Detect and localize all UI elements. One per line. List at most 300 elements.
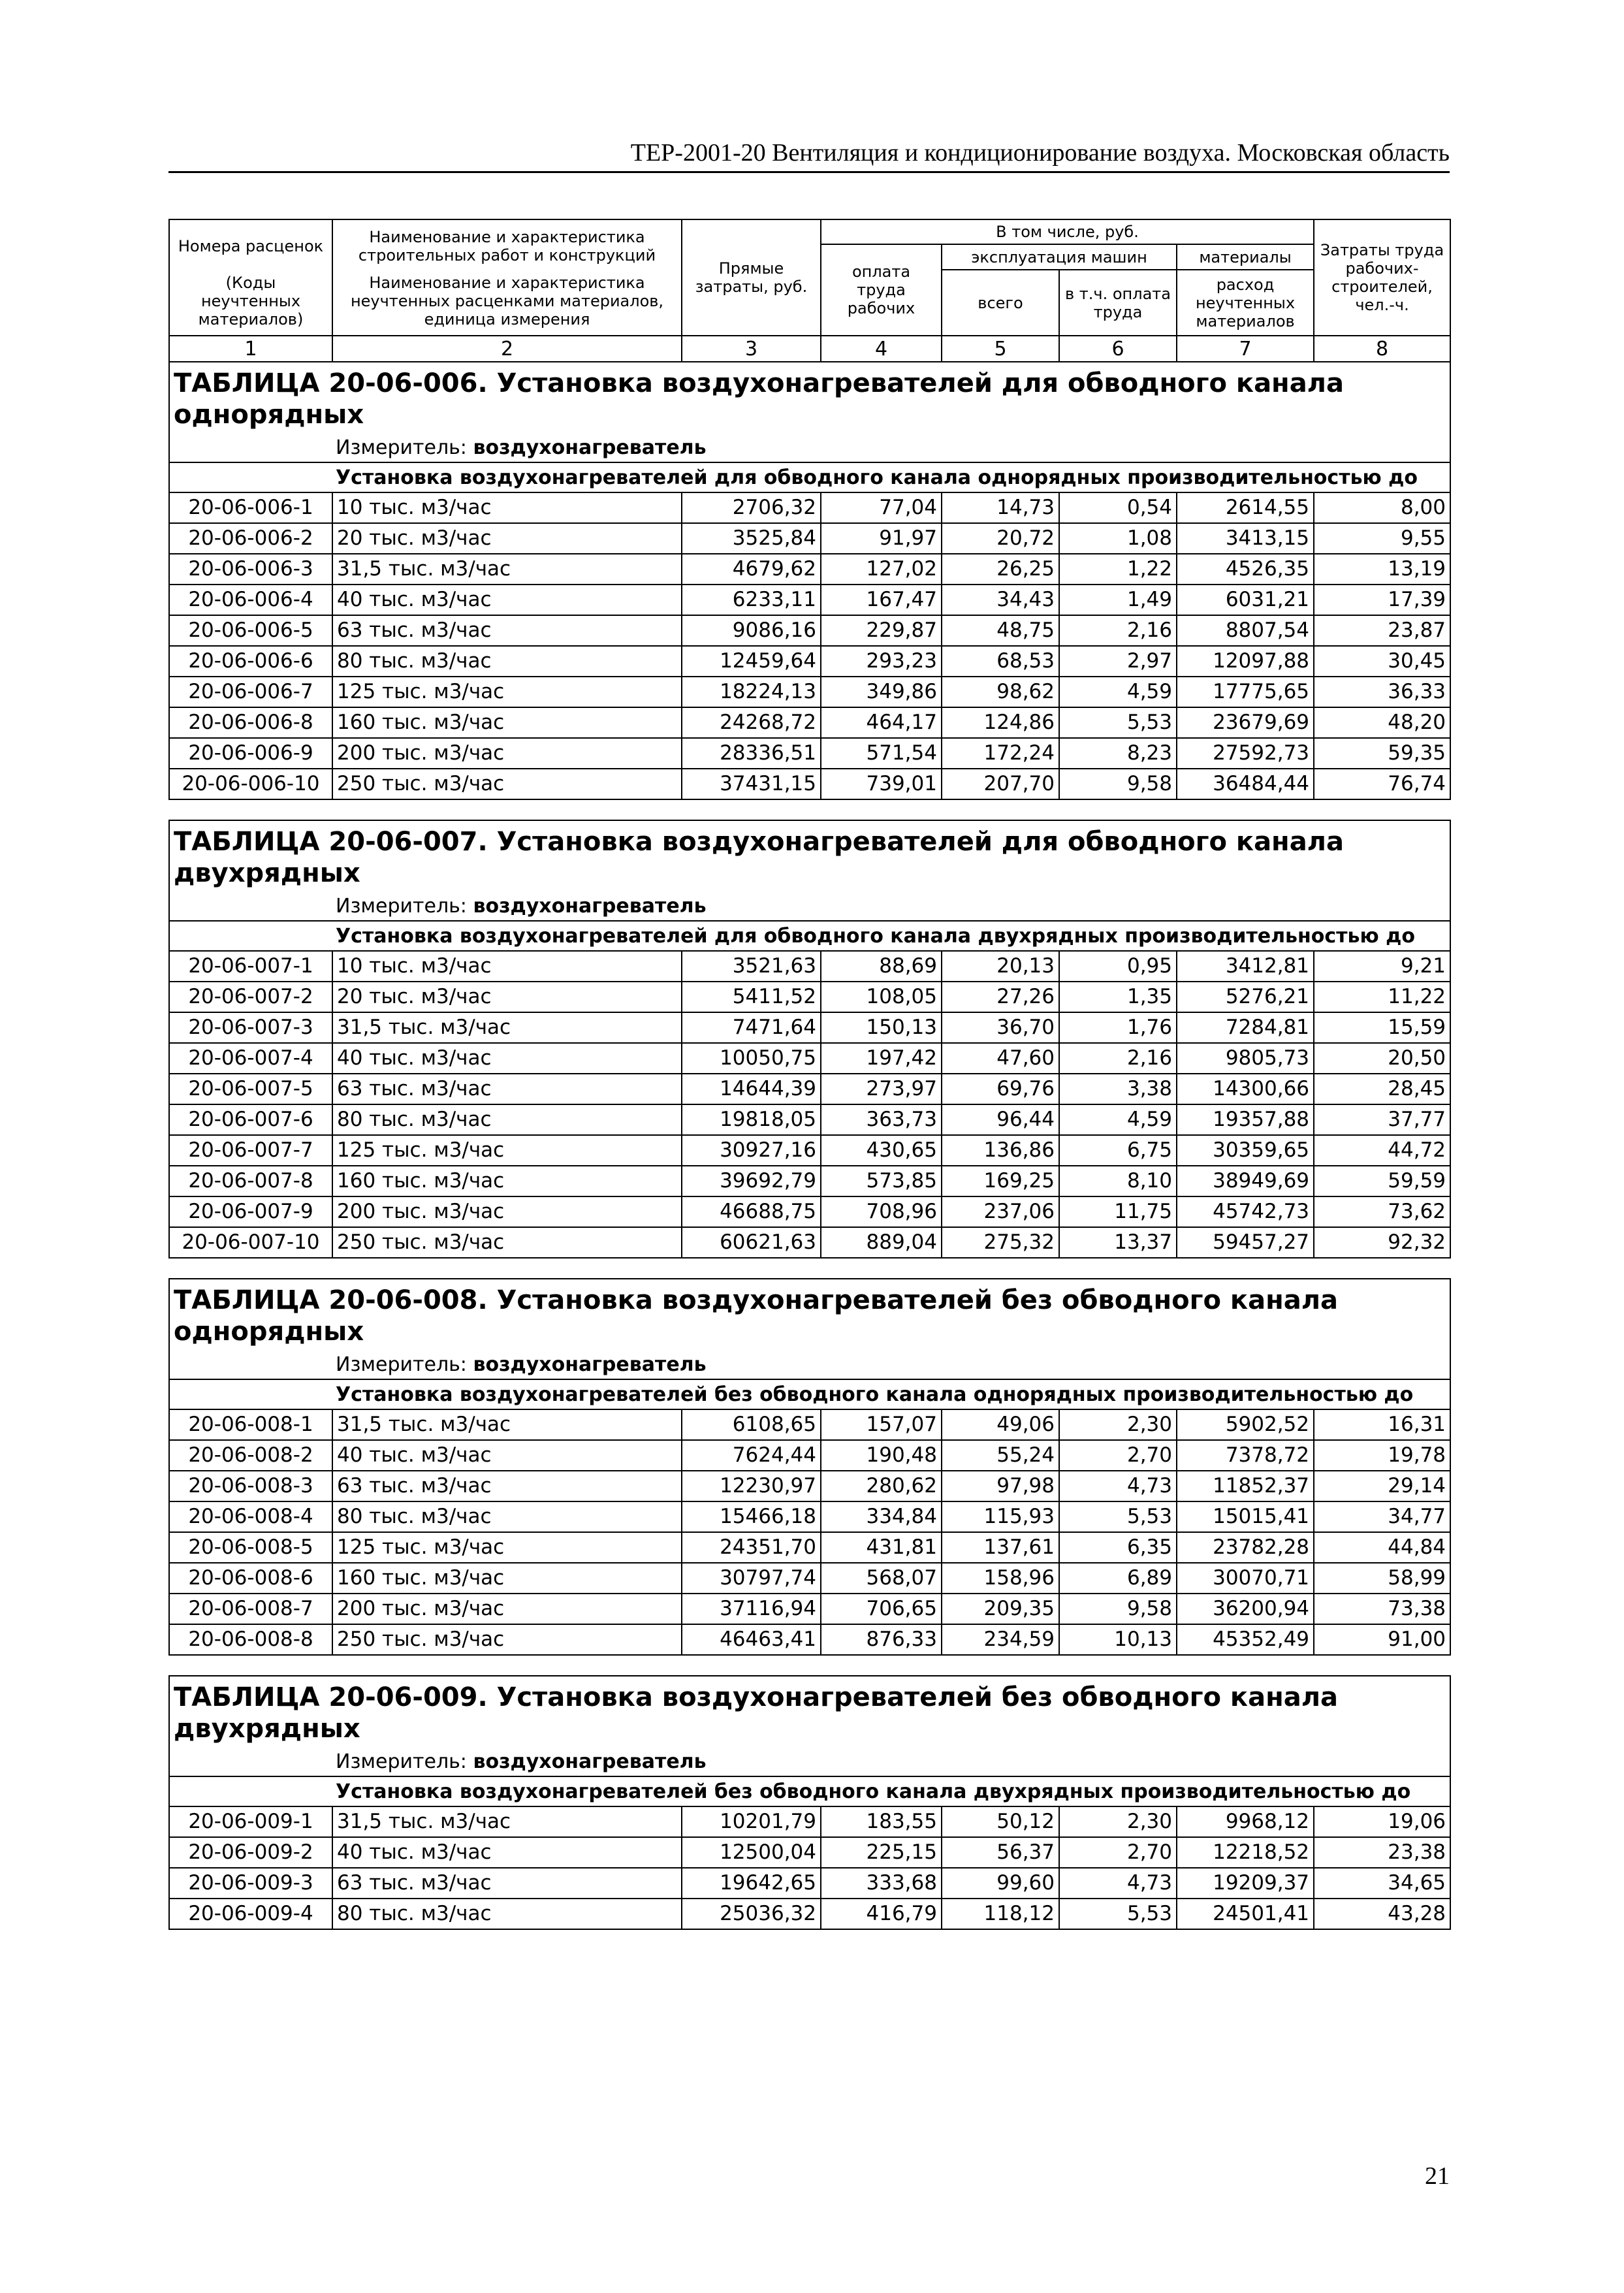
table-row [169,1806,1450,1837]
table-row [169,1074,1450,1104]
value-cell: 137,61 [942,1532,1059,1563]
value-cell: 10,13 [1059,1624,1177,1655]
table-row [169,1594,1450,1624]
measure-value: воздухонагреватель [473,1750,707,1773]
value-cell: 49,06 [942,1409,1059,1440]
description-cell: 40 тыс. м3/час [332,1440,682,1471]
value-cell: 229,87 [821,615,942,646]
value-cell: 34,43 [942,585,1059,615]
value-cell: 15015,41 [1177,1501,1314,1532]
table-row [169,951,1450,982]
measure-label: Измеритель: [336,1353,473,1376]
value-cell: 19818,05 [682,1104,821,1135]
header-including: В том числе, руб. [821,219,1314,244]
header-labor-pay: оплата труда рабочих [821,244,942,336]
table-row [169,738,1450,769]
measure-row [169,1350,1450,1379]
rate-code-cell: 20-06-006-2 [169,523,332,554]
value-cell: 190,48 [821,1440,942,1471]
value-cell: 11852,37 [1177,1471,1314,1501]
value-cell: 9,55 [1314,523,1450,554]
column-number: 7 [1177,336,1314,362]
value-cell: 333,68 [821,1868,942,1899]
value-cell: 416,79 [821,1899,942,1929]
rate-code-cell: 20-06-007-6 [169,1104,332,1135]
value-cell: 99,60 [942,1868,1059,1899]
table-subheader: Установка воздухонагревателей без обводного канала двухрядных производительностью до [169,1776,1450,1806]
description-cell: 40 тыс. м3/час [332,1043,682,1074]
rate-code-cell: 20-06-008-3 [169,1471,332,1501]
description-cell: 63 тыс. м3/час [332,615,682,646]
table-subheader: Установка воздухонагревателей без обводного канала однорядных производительностью до [169,1379,1450,1409]
value-cell: 26,25 [942,554,1059,585]
rate-code-cell: 20-06-009-3 [169,1868,332,1899]
value-cell: 4,73 [1059,1471,1177,1501]
header-machines-total: всего [942,270,1059,336]
value-cell: 19642,65 [682,1868,821,1899]
value-cell: 43,28 [1314,1899,1450,1929]
value-cell: 91,97 [821,523,942,554]
table-row [169,1501,1450,1532]
value-cell: 108,05 [821,982,942,1012]
value-cell: 9,21 [1314,951,1450,982]
value-cell: 12500,04 [682,1837,821,1868]
value-cell: 48,75 [942,615,1059,646]
value-cell: 45742,73 [1177,1196,1314,1227]
rate-code-cell: 20-06-006-7 [169,677,332,707]
value-cell: 15,59 [1314,1012,1450,1043]
value-cell: 96,44 [942,1104,1059,1135]
value-cell: 39692,79 [682,1166,821,1196]
value-cell: 16,31 [1314,1409,1450,1440]
value-cell: 9,58 [1059,769,1177,799]
value-cell: 8,23 [1059,738,1177,769]
value-cell: 0,54 [1059,492,1177,523]
value-cell: 14300,66 [1177,1074,1314,1104]
value-cell: 573,85 [821,1166,942,1196]
value-cell: 8,10 [1059,1166,1177,1196]
value-cell: 44,72 [1314,1135,1450,1166]
rate-code-cell: 20-06-006-8 [169,707,332,738]
value-cell: 3521,63 [682,951,821,982]
rate-code-cell: 20-06-008-8 [169,1624,332,1655]
header-row-1 [169,219,1450,244]
value-cell: 12097,88 [1177,646,1314,677]
value-cell: 209,35 [942,1594,1059,1624]
value-cell: 430,65 [821,1135,942,1166]
table-row [169,1196,1450,1227]
table-title: ТАБЛИЦА 20-06-009. Установка воздухонагревателей без обводного канала двухрядных [169,1676,1450,1747]
value-cell: 5411,52 [682,982,821,1012]
value-cell: 34,65 [1314,1868,1450,1899]
value-cell: 172,24 [942,738,1059,769]
rate-code-cell: 20-06-007-2 [169,982,332,1012]
value-cell: 60621,63 [682,1227,821,1258]
value-cell: 1,08 [1059,523,1177,554]
value-cell: 20,72 [942,523,1059,554]
value-cell: 44,84 [1314,1532,1450,1563]
value-cell: 36,70 [942,1012,1059,1043]
value-cell: 4,59 [1059,1104,1177,1135]
value-cell: 568,07 [821,1563,942,1594]
value-cell: 2,30 [1059,1806,1177,1837]
value-cell: 30927,16 [682,1135,821,1166]
value-cell: 46463,41 [682,1624,821,1655]
subheader-row [169,462,1450,492]
header-work-name: Наименование и характеристика строительных работ и конструкций [332,219,682,270]
value-cell: 127,02 [821,554,942,585]
value-cell: 7471,64 [682,1012,821,1043]
value-cell: 45352,49 [1177,1624,1314,1655]
gap-cell [169,1258,1450,1279]
value-cell: 5276,21 [1177,982,1314,1012]
header-rate-numbers: Номера расценок [169,219,332,270]
value-cell: 167,47 [821,585,942,615]
value-cell: 98,62 [942,677,1059,707]
rate-code-cell: 20-06-007-8 [169,1166,332,1196]
table-title-row [169,1279,1450,1350]
value-cell: 92,32 [1314,1227,1450,1258]
value-cell: 5902,52 [1177,1409,1314,1440]
value-cell: 9,58 [1059,1594,1177,1624]
value-cell: 234,59 [942,1624,1059,1655]
description-cell: 63 тыс. м3/час [332,1868,682,1899]
value-cell: 280,62 [821,1471,942,1501]
value-cell: 46688,75 [682,1196,821,1227]
measure-value: воздухонагреватель [473,1353,707,1376]
description-cell: 20 тыс. м3/час [332,982,682,1012]
value-cell: 48,20 [1314,707,1450,738]
value-cell: 24268,72 [682,707,821,738]
value-cell: 12218,52 [1177,1837,1314,1868]
value-cell: 5,53 [1059,1501,1177,1532]
value-cell: 36484,44 [1177,769,1314,799]
value-cell: 150,13 [821,1012,942,1043]
description-cell: 80 тыс. м3/час [332,1501,682,1532]
value-cell: 708,96 [821,1196,942,1227]
rate-code-cell: 20-06-006-4 [169,585,332,615]
value-cell: 59,59 [1314,1166,1450,1196]
table-row [169,1899,1450,1929]
value-cell: 13,19 [1314,554,1450,585]
rate-code-cell: 20-06-007-1 [169,951,332,982]
value-cell: 876,33 [821,1624,942,1655]
column-number: 8 [1314,336,1450,362]
value-cell: 69,76 [942,1074,1059,1104]
measure-label: Измеритель: [336,1750,473,1773]
value-cell: 30070,71 [1177,1563,1314,1594]
value-cell: 27592,73 [1177,738,1314,769]
value-cell: 2,97 [1059,646,1177,677]
subheader-row [169,921,1450,951]
value-cell: 225,15 [821,1837,942,1868]
table-row [169,1043,1450,1074]
measure-value: воздухонагреватель [473,436,707,459]
value-cell: 275,32 [942,1227,1059,1258]
value-cell: 124,86 [942,707,1059,738]
header-material-codes: (Коды неучтенных материалов) [169,270,332,336]
table-subheader: Установка воздухонагревателей для обводного канала однорядных производительностью до [169,462,1450,492]
table-row [169,1624,1450,1655]
value-cell: 28336,51 [682,738,821,769]
value-cell: 25036,32 [682,1899,821,1929]
value-cell: 97,98 [942,1471,1059,1501]
value-cell: 6031,21 [1177,585,1314,615]
value-cell: 19357,88 [1177,1104,1314,1135]
value-cell: 6108,65 [682,1409,821,1440]
header-material-name: Наименование и характеристика неучтенных расценками материалов, единица измерения [332,270,682,336]
table-row [169,707,1450,738]
description-cell: 40 тыс. м3/час [332,1837,682,1868]
measure-unit [169,891,1450,921]
description-cell: 125 тыс. м3/час [332,677,682,707]
value-cell: 0,95 [1059,951,1177,982]
subheader-row [169,1379,1450,1409]
table-row [169,646,1450,677]
table-subheader: Установка воздухонагревателей для обводного канала двухрядных производительностью до [169,921,1450,951]
measure-label: Измеритель: [336,436,473,459]
value-cell: 571,54 [821,738,942,769]
rate-code-cell: 20-06-009-2 [169,1837,332,1868]
value-cell: 183,55 [821,1806,942,1837]
value-cell: 7378,72 [1177,1440,1314,1471]
measure-row [169,1747,1450,1776]
measure-label: Измеритель: [336,894,473,918]
value-cell: 47,60 [942,1043,1059,1074]
rate-code-cell: 20-06-007-5 [169,1074,332,1104]
description-cell: 63 тыс. м3/час [332,1074,682,1104]
description-cell: 31,5 тыс. м3/час [332,1409,682,1440]
value-cell: 1,22 [1059,554,1177,585]
value-cell: 11,75 [1059,1196,1177,1227]
value-cell: 739,01 [821,769,942,799]
value-cell: 91,00 [1314,1624,1450,1655]
value-cell: 2,70 [1059,1440,1177,1471]
value-cell: 2614,55 [1177,492,1314,523]
value-cell: 1,49 [1059,585,1177,615]
measure-unit [169,1350,1450,1379]
value-cell: 2,70 [1059,1837,1177,1868]
value-cell: 6,35 [1059,1532,1177,1563]
value-cell: 50,12 [942,1806,1059,1837]
value-cell: 118,12 [942,1899,1059,1929]
value-cell: 349,86 [821,677,942,707]
value-cell: 197,42 [821,1043,942,1074]
rate-code-cell: 20-06-007-7 [169,1135,332,1166]
value-cell: 17,39 [1314,585,1450,615]
value-cell: 706,65 [821,1594,942,1624]
value-cell: 28,45 [1314,1074,1450,1104]
table-title: ТАБЛИЦА 20-06-007. Установка воздухонагревателей для обводного канала двухрядных [169,820,1450,891]
table-gap [169,1655,1450,1676]
rate-code-cell: 20-06-008-1 [169,1409,332,1440]
value-cell: 169,25 [942,1166,1059,1196]
table-title: ТАБЛИЦА 20-06-006. Установка воздухонагревателей для обводного канала однорядных [169,362,1450,433]
rate-code-cell: 20-06-008-6 [169,1563,332,1594]
table-title: ТАБЛИЦА 20-06-008. Установка воздухонагревателей без обводного канала однорядных [169,1279,1450,1350]
value-cell: 1,35 [1059,982,1177,1012]
value-cell: 334,84 [821,1501,942,1532]
value-cell: 37431,15 [682,769,821,799]
value-cell: 37,77 [1314,1104,1450,1135]
rate-code-cell: 20-06-006-3 [169,554,332,585]
value-cell: 4,59 [1059,677,1177,707]
value-cell: 77,04 [821,492,942,523]
value-cell: 9968,12 [1177,1806,1314,1837]
rate-code-cell: 20-06-006-1 [169,492,332,523]
rate-code-cell: 20-06-007-3 [169,1012,332,1043]
value-cell: 13,37 [1059,1227,1177,1258]
value-cell: 2,30 [1059,1409,1177,1440]
measure-row [169,891,1450,921]
value-cell: 73,38 [1314,1594,1450,1624]
value-cell: 15466,18 [682,1501,821,1532]
value-cell: 59,35 [1314,738,1450,769]
table-row [169,1563,1450,1594]
value-cell: 5,53 [1059,1899,1177,1929]
value-cell: 6,89 [1059,1563,1177,1594]
value-cell: 76,74 [1314,769,1450,799]
value-cell: 5,53 [1059,707,1177,738]
value-cell: 27,26 [942,982,1059,1012]
table-row [169,615,1450,646]
value-cell: 37116,94 [682,1594,821,1624]
description-cell: 250 тыс. м3/час [332,1624,682,1655]
value-cell: 10201,79 [682,1806,821,1837]
description-cell: 80 тыс. м3/час [332,646,682,677]
value-cell: 4,73 [1059,1868,1177,1899]
measure-row [169,433,1450,462]
table-row [169,1868,1450,1899]
rate-code-cell: 20-06-006-6 [169,646,332,677]
description-cell: 125 тыс. м3/час [332,1135,682,1166]
description-cell: 160 тыс. м3/час [332,1166,682,1196]
value-cell: 6,75 [1059,1135,1177,1166]
header-machines-labor: в т.ч. оплата труда [1059,270,1177,336]
description-cell: 40 тыс. м3/час [332,585,682,615]
description-cell: 125 тыс. м3/час [332,1532,682,1563]
subheader-row [169,1776,1450,1806]
value-cell: 11,22 [1314,982,1450,1012]
rate-code-cell: 20-06-009-1 [169,1806,332,1837]
table-row [169,1471,1450,1501]
value-cell: 68,53 [942,646,1059,677]
value-cell: 9805,73 [1177,1043,1314,1074]
value-cell: 431,81 [821,1532,942,1563]
value-cell: 3412,81 [1177,951,1314,982]
value-cell: 3525,84 [682,523,821,554]
value-cell: 55,24 [942,1440,1059,1471]
column-numbers-row [169,336,1450,362]
value-cell: 889,04 [821,1227,942,1258]
value-cell: 38949,69 [1177,1166,1314,1196]
table-row [169,1012,1450,1043]
gap-cell [169,1655,1450,1676]
table-row [169,1227,1450,1258]
table-row [169,1166,1450,1196]
value-cell: 30797,74 [682,1563,821,1594]
rate-code-cell: 20-06-008-5 [169,1532,332,1563]
table-row [169,769,1450,799]
value-cell: 59457,27 [1177,1227,1314,1258]
value-cell: 12459,64 [682,646,821,677]
value-cell: 23,38 [1314,1837,1450,1868]
table-row [169,1409,1450,1440]
value-cell: 7284,81 [1177,1012,1314,1043]
value-cell: 2706,32 [682,492,821,523]
page-number: 21 [1425,2162,1450,2190]
column-number: 6 [1059,336,1177,362]
value-cell: 20,13 [942,951,1059,982]
value-cell: 73,62 [1314,1196,1450,1227]
value-cell: 19,78 [1314,1440,1450,1471]
table-gap [169,799,1450,820]
value-cell: 88,69 [821,951,942,982]
value-cell: 136,86 [942,1135,1059,1166]
table-row [169,554,1450,585]
table-row [169,523,1450,554]
rate-code-cell: 20-06-009-4 [169,1899,332,1929]
value-cell: 29,14 [1314,1471,1450,1501]
value-cell: 3413,15 [1177,523,1314,554]
rate-code-cell: 20-06-006-9 [169,738,332,769]
value-cell: 56,37 [942,1837,1059,1868]
value-cell: 12230,97 [682,1471,821,1501]
table-row [169,1532,1450,1563]
column-number: 5 [942,336,1059,362]
value-cell: 20,50 [1314,1043,1450,1074]
description-cell: 31,5 тыс. м3/час [332,1012,682,1043]
description-cell: 160 тыс. м3/час [332,1563,682,1594]
table-row [169,1837,1450,1868]
value-cell: 23,87 [1314,615,1450,646]
gap-cell [169,799,1450,820]
description-cell: 200 тыс. м3/час [332,1594,682,1624]
value-cell: 24501,41 [1177,1899,1314,1929]
measure-value: воздухонагреватель [473,894,707,918]
table-row [169,492,1450,523]
header-material-usage: расход неучтенных материалов [1177,270,1314,336]
value-cell: 23679,69 [1177,707,1314,738]
value-cell: 464,17 [821,707,942,738]
description-cell: 200 тыс. м3/час [332,738,682,769]
value-cell: 115,93 [942,1501,1059,1532]
table-title-row [169,820,1450,891]
value-cell: 2,16 [1059,615,1177,646]
value-cell: 19,06 [1314,1806,1450,1837]
description-cell: 80 тыс. м3/час [332,1104,682,1135]
header-materials: материалы [1177,244,1314,270]
rate-code-cell: 20-06-008-2 [169,1440,332,1471]
description-cell: 31,5 тыс. м3/час [332,554,682,585]
value-cell: 10050,75 [682,1043,821,1074]
rate-code-cell: 20-06-007-4 [169,1043,332,1074]
table-row [169,1104,1450,1135]
description-cell: 80 тыс. м3/час [332,1899,682,1929]
table-title-row [169,1676,1450,1747]
value-cell: 14,73 [942,492,1059,523]
description-cell: 250 тыс. м3/час [332,1227,682,1258]
table-gap [169,1258,1450,1279]
value-cell: 6233,11 [682,585,821,615]
value-cell: 3,38 [1059,1074,1177,1104]
value-cell: 24351,70 [682,1532,821,1563]
header-labor-hours: Затраты труда рабочих-строителей, чел.-ч. [1314,219,1450,336]
rate-code-cell: 20-06-006-10 [169,769,332,799]
rate-code-cell: 20-06-007-10 [169,1227,332,1258]
description-cell: 31,5 тыс. м3/час [332,1806,682,1837]
value-cell: 4526,35 [1177,554,1314,585]
